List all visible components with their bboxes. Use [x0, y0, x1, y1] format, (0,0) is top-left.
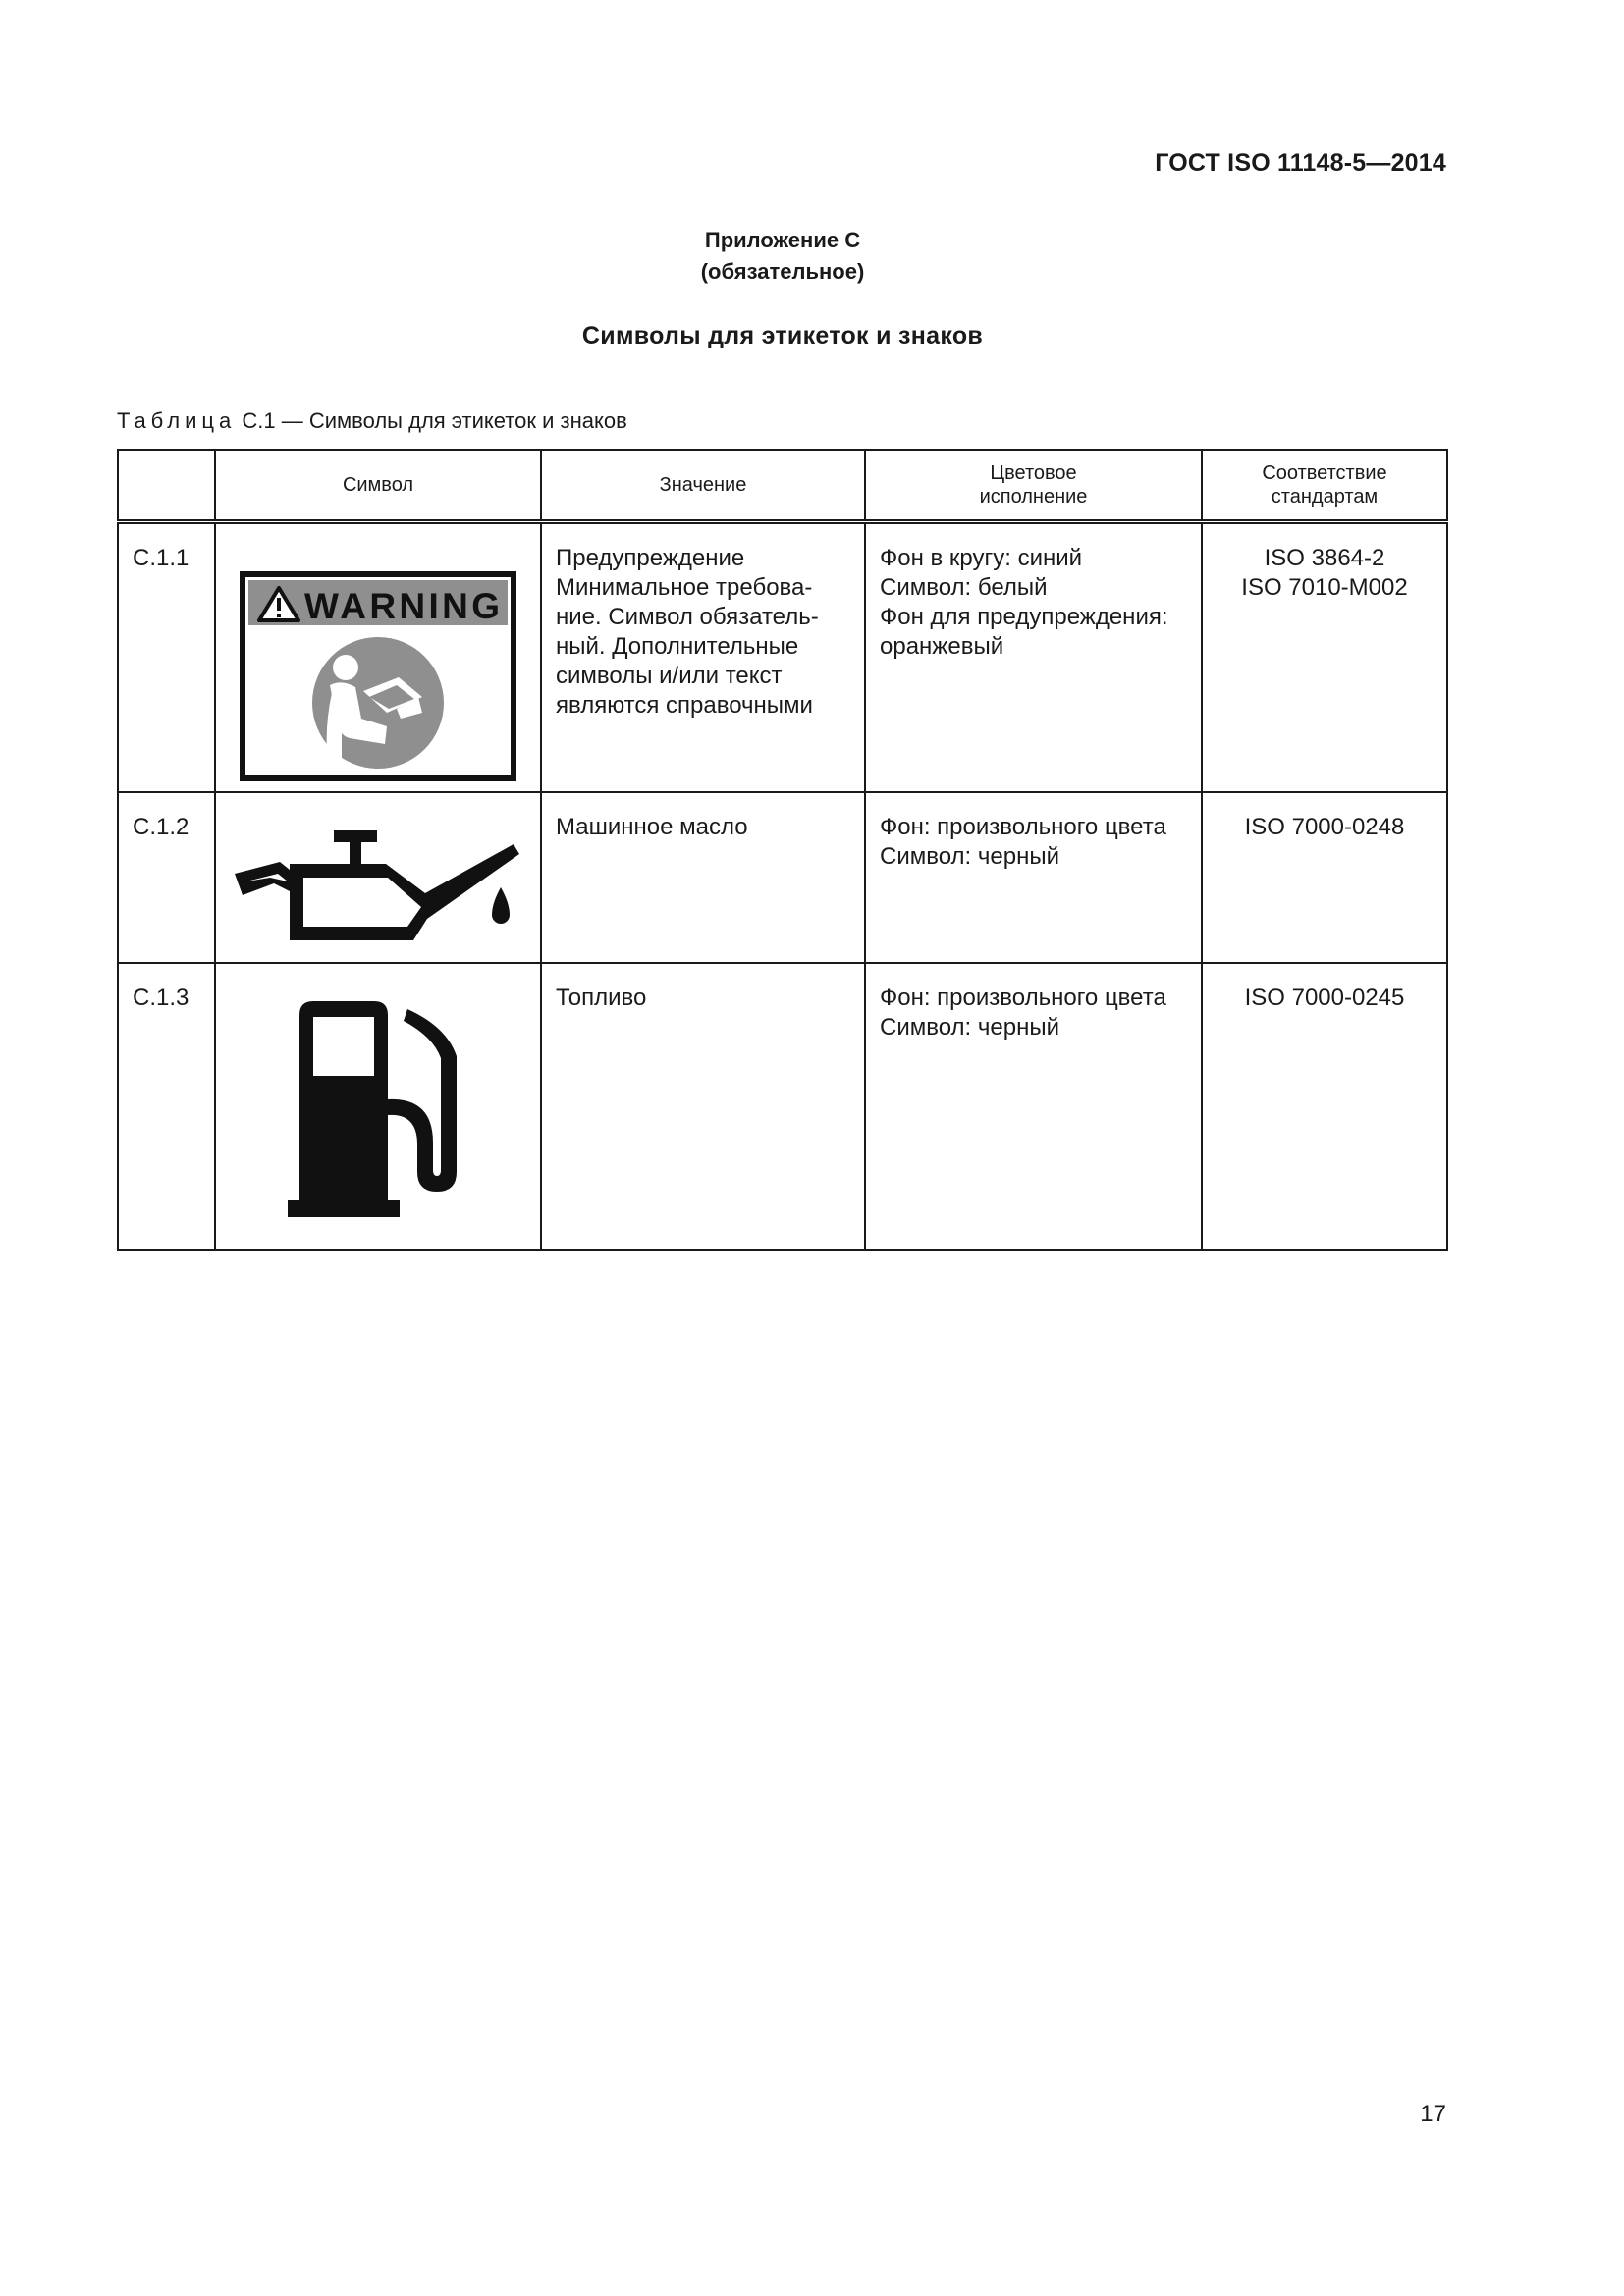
header-cell-symbol: Символ: [215, 450, 541, 522]
symbol-cell: [215, 963, 541, 1250]
header-cell-color: Цветовое исполнение: [865, 450, 1202, 522]
table-header-row: [118, 450, 1447, 522]
table-caption: [117, 408, 627, 434]
row-number: С.1.1: [118, 522, 215, 793]
row-number: С.1.2: [118, 792, 215, 963]
row-number: С.1.3: [118, 963, 215, 1250]
color-cell: Фон: произвольного цвета Символ: черный: [865, 792, 1202, 963]
header-cell-num: [118, 450, 215, 522]
symbols-table: [117, 449, 1448, 1251]
standard-cell: ISO 7000-0245: [1202, 963, 1447, 1250]
standard-cell: ISO 7000-0248: [1202, 792, 1447, 963]
header-cell-meaning: Значение: [541, 450, 865, 522]
fuel-pump-icon: [260, 997, 496, 1229]
table-row: [118, 963, 1447, 1250]
symbol-cell: [215, 522, 541, 793]
color-cell: Фон в кругу: синий Символ: белый Фон для предупреждения: оранжевый: [865, 522, 1202, 793]
table-caption-text: С.1 — Символы для этикеток и знаков: [242, 408, 627, 433]
meaning-cell: Машинное масло: [541, 792, 865, 963]
standard-cell: ISO 3864-2 ISO 7010-M002: [1202, 522, 1447, 793]
section-title: Символы для этикеток и знаков: [581, 322, 984, 349]
table-caption-prefix: Таблица: [117, 408, 237, 433]
table-row: [118, 792, 1447, 963]
symbol-cell: [215, 792, 541, 963]
page-number: 17: [1420, 2101, 1446, 2127]
color-cell: Фон: произвольного цвета Символ: черный: [865, 963, 1202, 1250]
header-cell-standard: Соответствие стандартам: [1202, 450, 1447, 522]
warning-label: WARNING: [304, 586, 500, 626]
appendix-title: Приложение С: [704, 228, 861, 252]
meaning-cell: Предупреждение Минимальное требова- ние. Символ обязатель- ный. Дополнительные символы и/или текст являются справочными: [541, 522, 865, 793]
document-code: ГОСТ ISO 11148-5—2014: [1155, 149, 1446, 177]
table-row: [118, 522, 1447, 793]
appendix-status: (обязательное): [700, 259, 865, 284]
warning-read-manual-icon: [240, 571, 516, 781]
meaning-cell: Топливо: [541, 963, 865, 1250]
oil-can-icon: [231, 827, 525, 948]
